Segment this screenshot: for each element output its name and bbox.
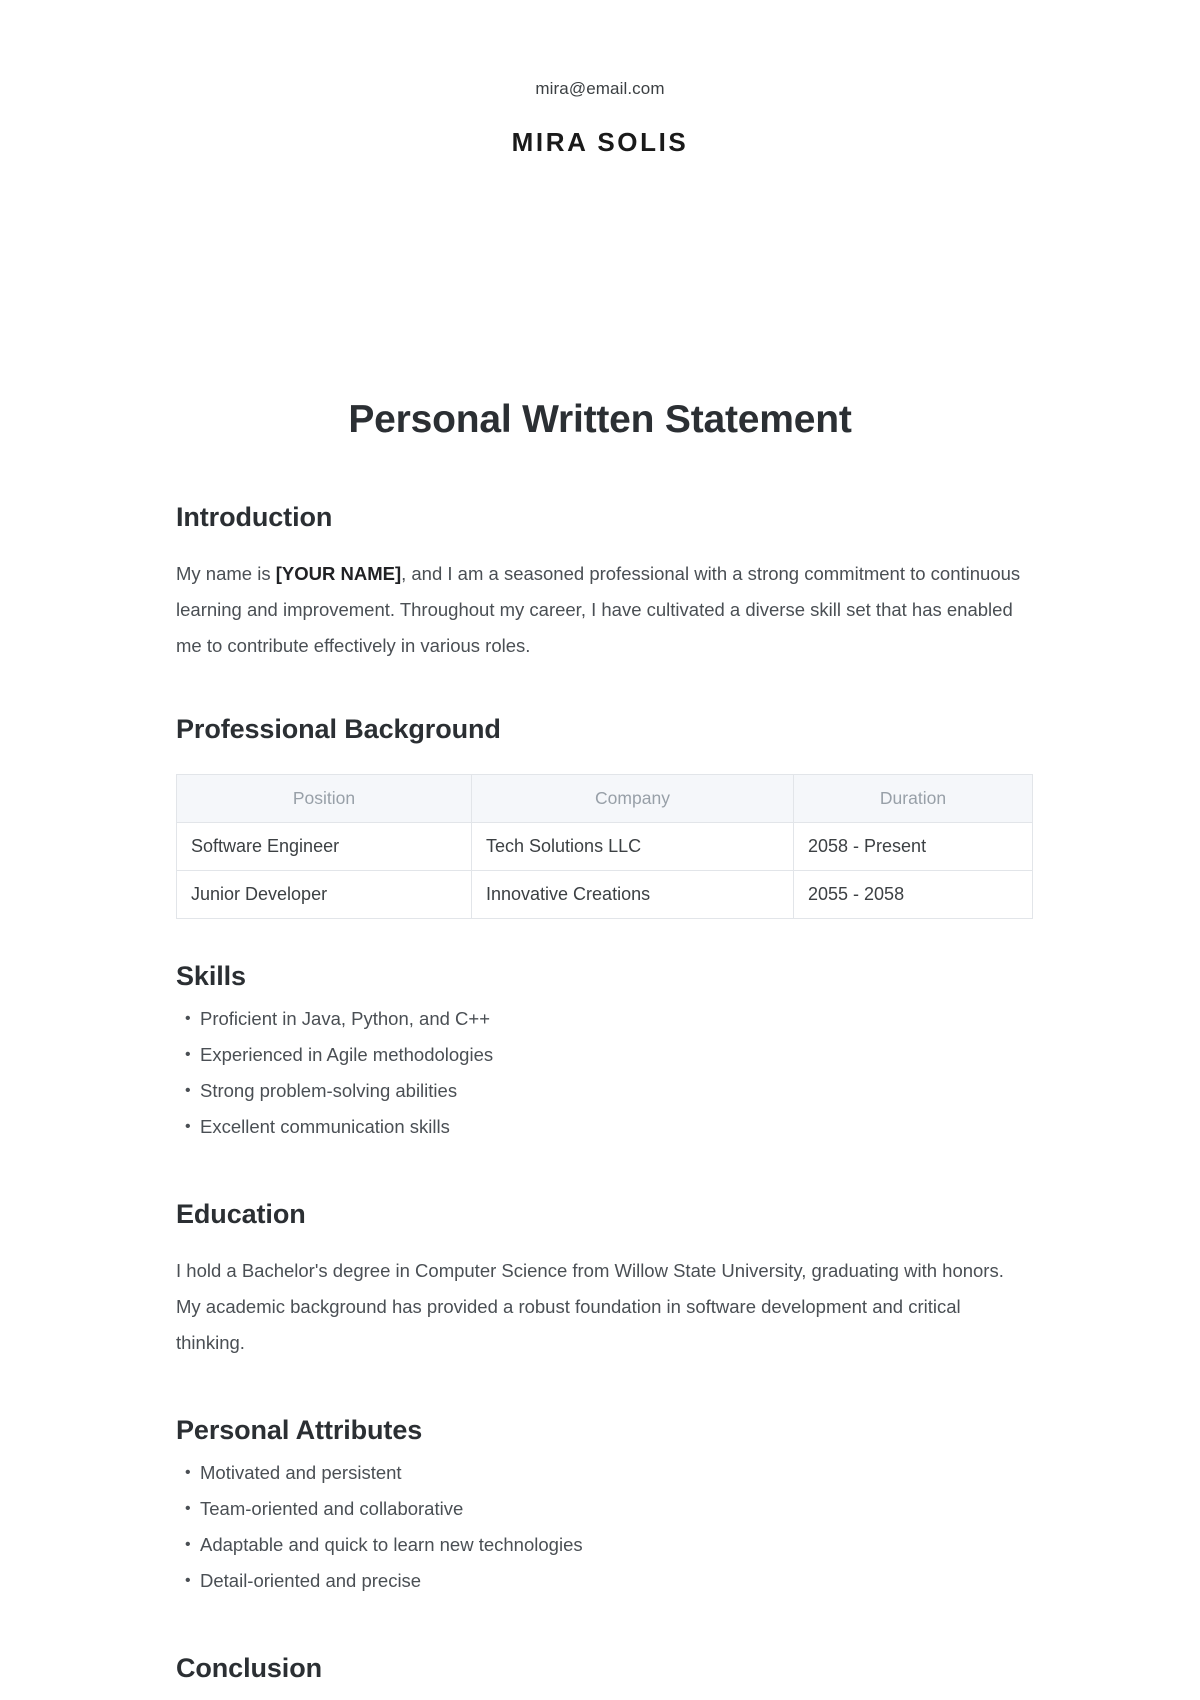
cell-duration: 2058 - Present bbox=[794, 823, 1033, 871]
letterhead bbox=[0, 0, 1200, 158]
list-item: • Strong problem-solving abilities bbox=[176, 1073, 1024, 1109]
section-introduction bbox=[176, 500, 1024, 664]
cell-position: Junior Developer bbox=[177, 871, 472, 919]
heading-professional-background: Professional Background bbox=[176, 714, 501, 744]
page-title: Personal Written Statement bbox=[348, 398, 852, 441]
list-item: • Motivated and persistent bbox=[176, 1455, 1024, 1491]
heading-education: Education bbox=[176, 1199, 306, 1229]
contact-email: mira@email.com bbox=[535, 79, 665, 98]
heading-conclusion: Conclusion bbox=[176, 1653, 322, 1683]
heading-skills: Skills bbox=[176, 961, 246, 991]
table-row bbox=[177, 823, 1033, 871]
section-conclusion bbox=[176, 1651, 1024, 1685]
heading-introduction: Introduction bbox=[176, 502, 333, 532]
list-item: • Proficient in Java, Python, and C++ bbox=[176, 1001, 1024, 1037]
cell-company: Innovative Creations bbox=[472, 871, 794, 919]
name-placeholder: [YOUR NAME] bbox=[275, 563, 402, 584]
education-paragraph: I hold a Bachelor's degree in Computer Science from Willow State University, graduating with honors. My academic background has provided a robust foundation in software development and critical thinking. bbox=[176, 1260, 1004, 1353]
table-header-row bbox=[177, 775, 1033, 823]
cell-position: Software Engineer bbox=[177, 823, 472, 871]
column-header-company: Company bbox=[472, 775, 794, 823]
cell-company: Tech Solutions LLC bbox=[472, 823, 794, 871]
introduction-text-after: , and I am a seasoned professional with a strong commitment to continuous learning and improvement. Throughout my career, I have cultivated a diverse skill set that has enabled me to contribute effectively in various roles. bbox=[176, 563, 1021, 656]
skills-list bbox=[176, 1001, 1024, 1145]
experience-table bbox=[176, 774, 1033, 919]
list-item: • Adaptable and quick to learn new technologies bbox=[176, 1527, 1024, 1563]
document-body bbox=[88, 158, 1112, 1685]
section-education bbox=[176, 1197, 1024, 1361]
list-item: • Experienced in Agile methodologies bbox=[176, 1037, 1024, 1073]
table-header bbox=[177, 775, 1033, 823]
cell-duration: 2055 - 2058 bbox=[794, 871, 1033, 919]
introduction-text-before: My name is bbox=[176, 563, 276, 584]
section-skills bbox=[176, 959, 1024, 1145]
personal-attributes-list bbox=[176, 1455, 1024, 1599]
letterhead-name: MIRA SOLIS bbox=[511, 127, 689, 157]
section-personal-attributes bbox=[176, 1413, 1024, 1599]
list-item: • Detail-oriented and precise bbox=[176, 1563, 1024, 1599]
table-body bbox=[177, 823, 1033, 919]
list-item: • Team-oriented and collaborative bbox=[176, 1491, 1024, 1527]
list-item: • Excellent communication skills bbox=[176, 1109, 1024, 1145]
introduction-paragraph bbox=[176, 556, 1024, 664]
heading-personal-attributes: Personal Attributes bbox=[176, 1415, 423, 1445]
column-header-duration: Duration bbox=[794, 775, 1033, 823]
table-row bbox=[177, 871, 1033, 919]
column-header-position: Position bbox=[177, 775, 472, 823]
section-professional-background bbox=[176, 712, 1024, 919]
